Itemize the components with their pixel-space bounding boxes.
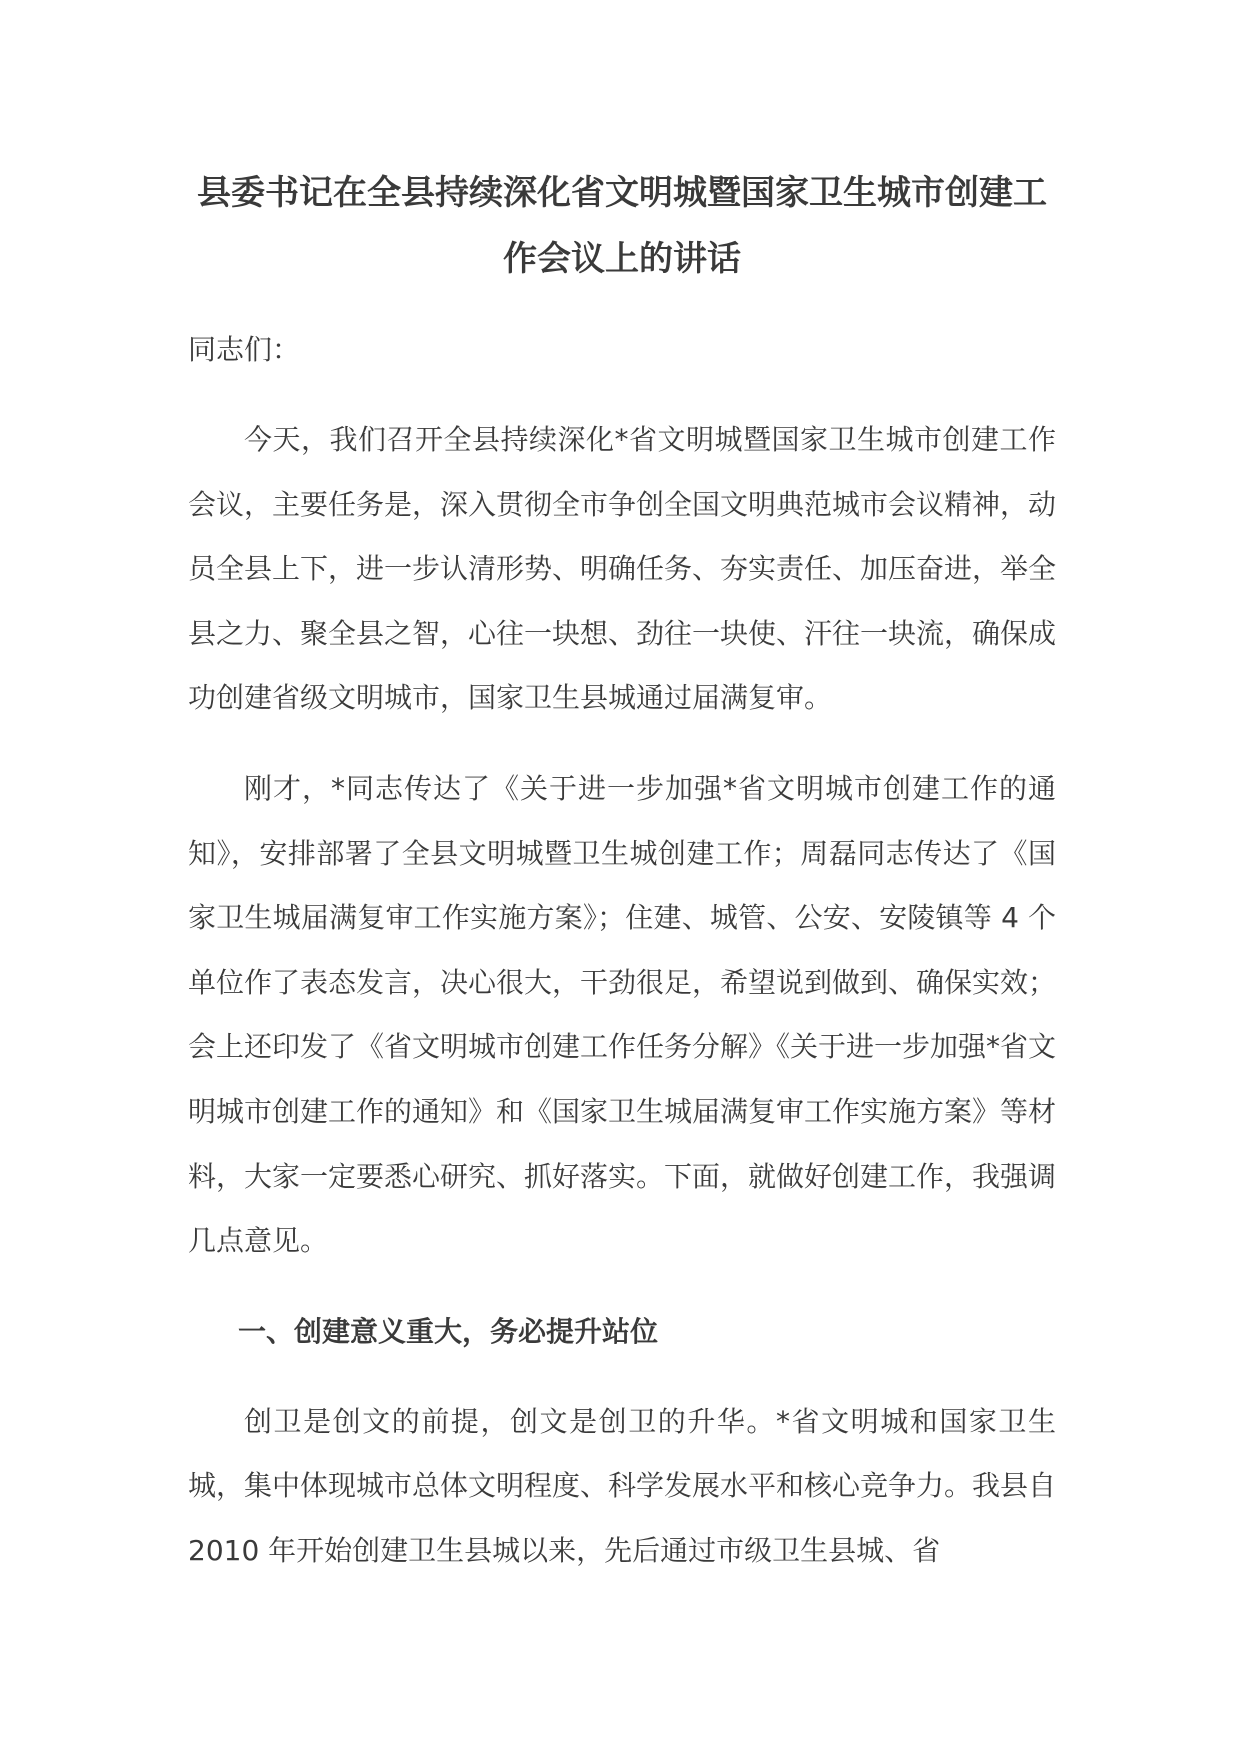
paragraph-opening: 今天，我们召开全县持续深化*省文明城暨国家卫生城市创建工作会议，主要任务是，深入贯彻全市争创全国文明典范城市会议精神，动员全县上下，进一步认清形势、明确任务、夯实责任、加压奋进，举全县之力、聚全县之智，心往一块想、劲往一块使、汗往一块流，确保成功创建省级文明城市，国家卫生县城通过届满复审。 (188, 423, 1057, 715)
section-heading-1: 一、创建意义重大，务必提升站位 (238, 1314, 659, 1348)
document-page (188, 160, 1056, 1584)
salutation: 同志们： (188, 333, 301, 366)
paragraph-review: 刚才，*同志传达了《关于进一步加强*省文明城市创建工作的通知》，安排部署了全县文明城暨卫生城创建工作；周磊同志传达了《国家卫生城届满复审工作实施方案》；住建、城管、公安、安陵镇等 4 个单位作了表态发言，决心很大，干劲很足，希望说到做到、确保实效；会上还印发了《省文明城市创建工作任务分解》《关于进一步加强*省文明城市创建工作的通知》和《国家卫生城届满复审工作实施方案》等材料，大家一定要悉心研究、抓好落实。下面，就做好创建工作，我强调几点意见。 (188, 771, 1057, 1258)
paragraph-section-1: 创卫是创文的前提，创文是创卫的升华。*省文明城和国家卫生城，集中体现城市总体文明程度、科学发展水平和核心竞争力。我县自 2010 年开始创建卫生县城以来，先后通过市级卫生县城、省 (188, 1404, 1057, 1567)
document-title: 县委书记在全县持续深化省文明城暨国家卫生城市创建工作会议上的讲话 (197, 173, 1047, 279)
